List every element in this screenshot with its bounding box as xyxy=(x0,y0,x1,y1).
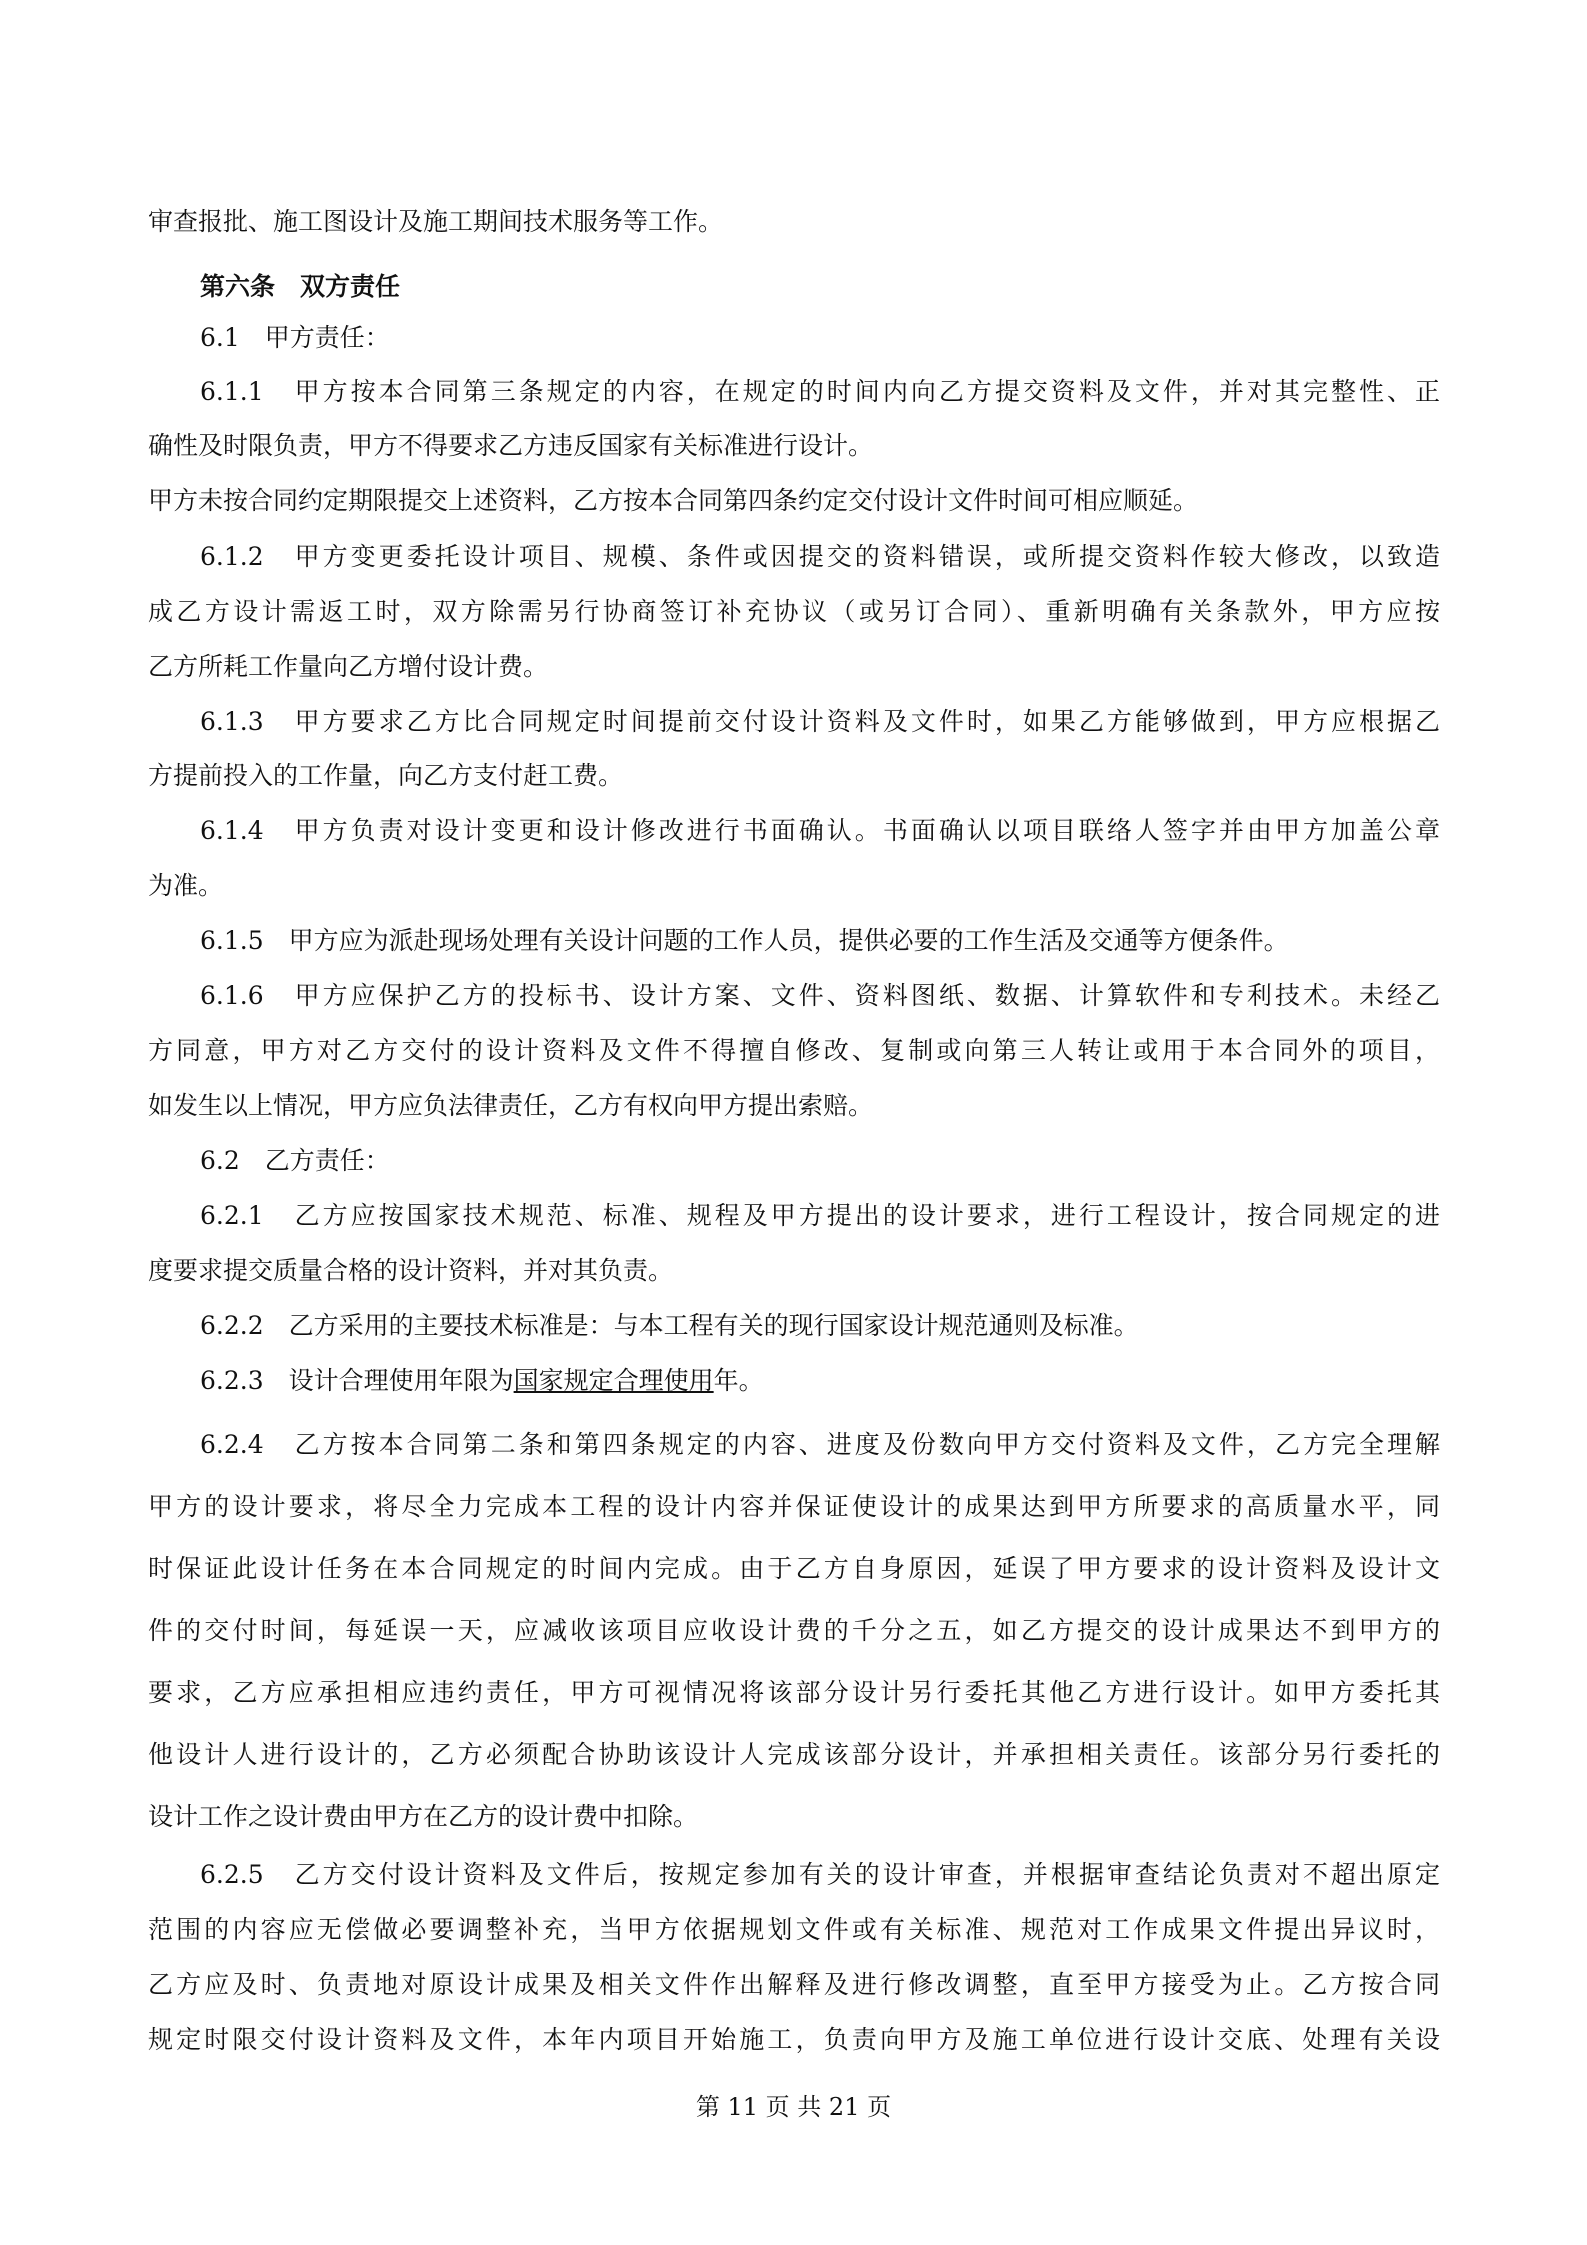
underlined-fill-in: 国家规定合理使用 xyxy=(513,1366,714,1395)
text-line: 6.2.1 乙方应按国家技术规范、标准、规程及甲方提出的设计要求，进行工程设计，按合同规定的进 xyxy=(200,1201,1440,1230)
text-line: 审查报批、施工图设计及施工期间技术服务等工作。 xyxy=(148,207,724,236)
text-line: 方提前投入的工作量，向乙方支付赶工费。 xyxy=(148,761,624,790)
text-line: 6.2.2 乙方采用的主要技术标准是：与本工程有关的现行国家设计规范通则及标准。 xyxy=(200,1311,1139,1340)
text-line: 件的交付时间，每延误一天，应减收该项目应收设计费的千分之五，如乙方提交的设计成果达不到甲方的 xyxy=(148,1616,1440,1645)
subsection-heading: 6.2 乙方责任： xyxy=(200,1146,390,1175)
text-line: 他设计人进行设计的，乙方必须配合协助该设计人完成该部分设计，并承担相关责任。该部分另行委托的 xyxy=(148,1740,1440,1769)
text-line: 成乙方设计需返工时，双方除需另行协商签订补充协议（或另订合同）、重新明确有关条款外，甲方应按 xyxy=(148,597,1440,626)
text-line: 甲方未按合同约定期限提交上述资料，乙方按本合同第四条约定交付设计文件时间可相应顺延。 xyxy=(148,486,1199,515)
text-line: 6.1.2 甲方变更委托设计项目、规模、条件或因提交的资料错误，或所提交资料作较大修改，以致造 xyxy=(200,542,1440,571)
subsection-heading: 6.1 甲方责任： xyxy=(200,323,390,352)
text-line: 6.1.5 甲方应为派赴现场处理有关设计问题的工作人员，提供必要的工作生活及交通等方便条件。 xyxy=(200,926,1289,955)
text-line: 甲方的设计要求，将尽全力完成本工程的设计内容并保证使设计的成果达到甲方所要求的高质量水平，同 xyxy=(148,1492,1440,1521)
text-line: 确性及时限负责，甲方不得要求乙方违反国家有关标准进行设计。 xyxy=(148,431,874,460)
text-line: 如发生以上情况，甲方应负法律责任，乙方有权向甲方提出索赔。 xyxy=(148,1091,874,1120)
text-line: 乙方应及时、负责地对原设计成果及相关文件作出解释及进行修改调整，直至甲方接受为止。乙方按合同 xyxy=(148,1970,1440,1999)
text-line: 6.1.6 甲方应保护乙方的投标书、设计方案、文件、资料图纸、数据、计算软件和专利技术。未经乙 xyxy=(200,981,1440,1010)
text-line: 规定时限交付设计资料及文件，本年内项目开始施工，负责向甲方及施工单位进行设计交底、处理有关设 xyxy=(148,2025,1440,2054)
text-line: 6.2.5 乙方交付设计资料及文件后，按规定参加有关的设计审查，并根据审查结论负责对不超出原定 xyxy=(200,1860,1440,1889)
text-line xyxy=(200,1364,1440,1398)
text-line: 要求，乙方应承担相应违约责任，甲方可视情况将该部分设计另行委托其他乙方进行设计。如甲方委托其 xyxy=(148,1678,1440,1707)
text-segment: 6.2.3 设计合理使用年限为 xyxy=(200,1366,514,1395)
text-line: 6.2.4 乙方按本合同第二条和第四条规定的内容、进度及份数向甲方交付资料及文件，乙方完全理解 xyxy=(200,1430,1440,1459)
text-segment: 年。 xyxy=(713,1366,764,1395)
text-line: 乙方所耗工作量向乙方增付设计费。 xyxy=(148,652,549,681)
text-line: 6.1.4 甲方负责对设计变更和设计修改进行书面确认。书面确认以项目联络人签字并由甲方加盖公章 xyxy=(200,816,1440,845)
page-number-footer: 第 11 页 共 21 页 xyxy=(695,2093,892,2121)
text-line: 设计工作之设计费由甲方在乙方的设计费中扣除。 xyxy=(148,1802,699,1831)
text-line: 度要求提交质量合格的设计资料，并对其负责。 xyxy=(148,1256,674,1285)
text-line: 方同意，甲方对乙方交付的设计资料及文件不得擅自修改、复制或向第三人转让或用于本合同外的项目， xyxy=(148,1036,1440,1065)
text-line: 为准。 xyxy=(148,871,224,900)
text-line: 范围的内容应无偿做必要调整补充，当甲方依据规划文件或有关标准、规范对工作成果文件提出异议时， xyxy=(148,1915,1440,1944)
text-line: 时保证此设计任务在本合同规定的时间内完成。由于乙方自身原因，延误了甲方要求的设计资料及设计文 xyxy=(148,1554,1440,1583)
text-line: 6.1.3 甲方要求乙方比合同规定时间提前交付设计资料及文件时，如果乙方能够做到，甲方应根据乙 xyxy=(200,707,1440,736)
text-line: 6.1.1 甲方按本合同第三条规定的内容，在规定的时间内向乙方提交资料及文件，并对其完整性、正 xyxy=(200,377,1440,406)
section-heading: 第六条 双方责任 xyxy=(200,272,401,301)
